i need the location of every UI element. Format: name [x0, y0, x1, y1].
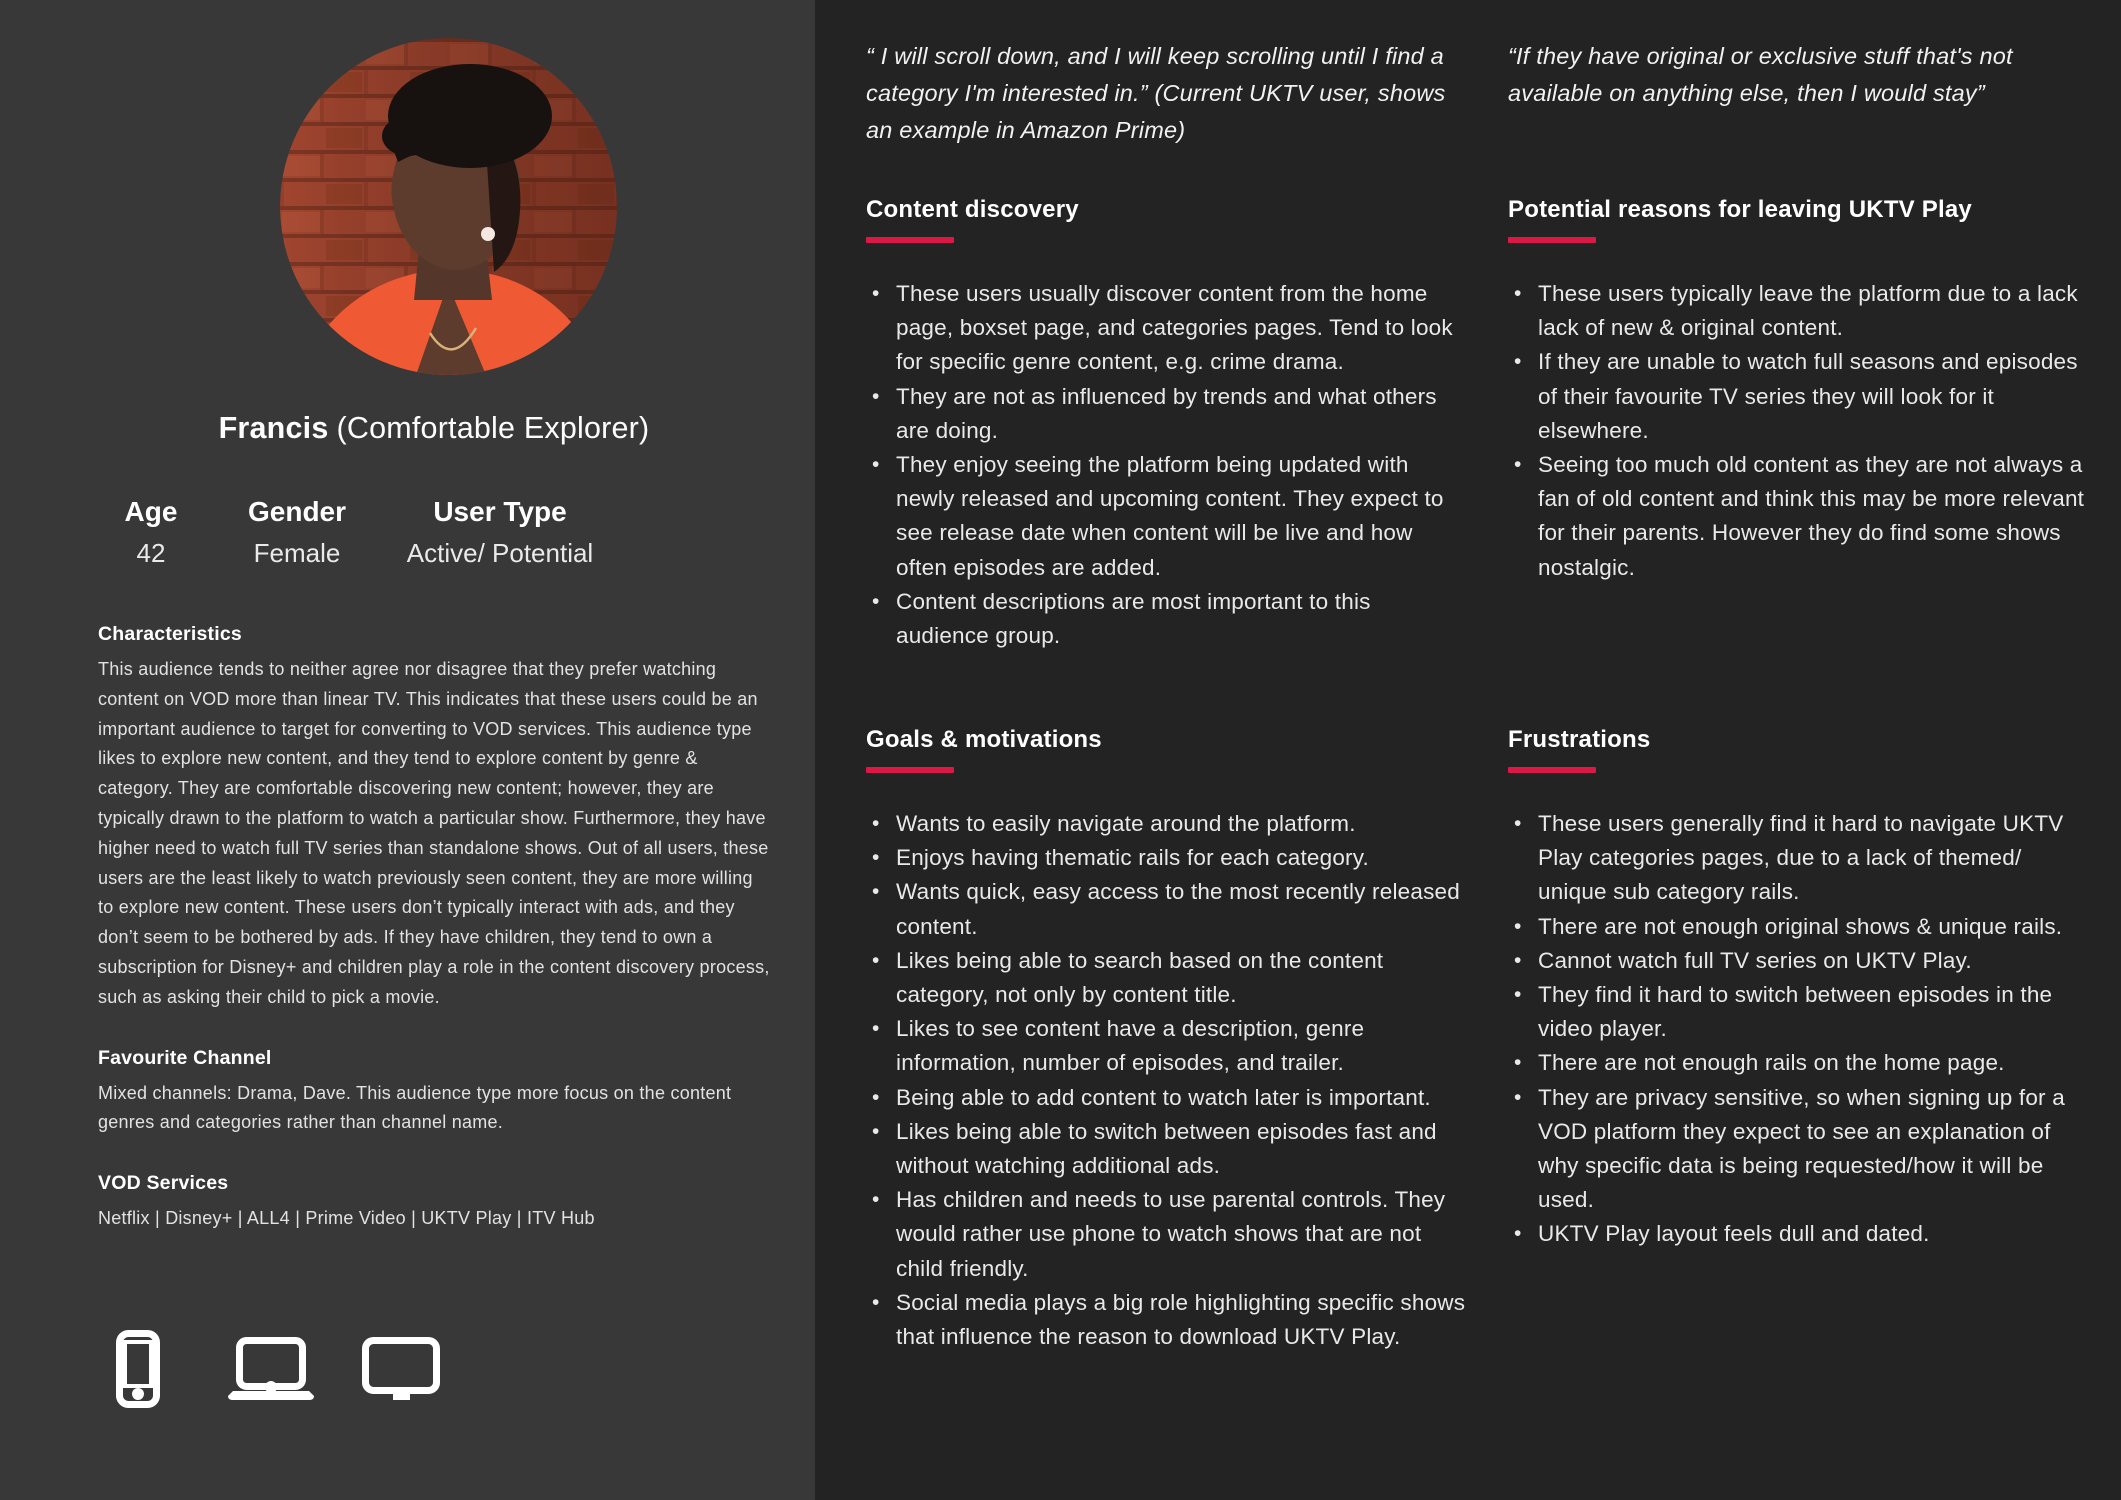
attribute-value: 42	[136, 538, 166, 568]
persona-role: (Comfortable Explorer)	[336, 411, 650, 445]
section-goals-motivations	[866, 726, 1466, 1354]
profile-section-body: Mixed channels: Drama, Dave. This audience type more focus on the content genres and categories rather than channel name.	[98, 1082, 732, 1133]
profile-section-heading: Favourite Channel	[98, 1046, 272, 1069]
persona-attributes	[98, 496, 770, 569]
bullet-item: • They are not as influenced by trends and what others are doing.	[896, 380, 1466, 448]
profile-section-heading: VOD Services	[98, 1172, 229, 1195]
profile-section-body: This audience tends to neither agree nor disagree that they prefer watching content on VOD more than linear TV. This indicates that these users could be an important audience to target for converting to VOD services. This audience type likes to explore new content, and they tend to explore content by genre & category. They are comfortable discovering new content; however, they are typically drawn to the platform to watch a particular show. Furthermore, they have higher need to watch full TV series than standalone shows. Out of all users, these users are the least likely to watch previously seen content, they are more willing to explore new content. These users don’t typically interact with ads, and they don’t seem to be bothered by ads. If they have children, they tend to own a subscription for Disney+ and children play a role in the content discovery process, such as asking their child to pick a movie.	[98, 659, 770, 1007]
bullet-item: • Likes being able to search based on the content category, not only by content title.	[896, 944, 1466, 1012]
bullet-item: • Social media plays a big role highlighting specific shows that influence the reason to download UKTV Play.	[896, 1286, 1466, 1354]
laptop-icon	[228, 1337, 314, 1401]
bullet-item: • Cannot watch full TV series on UKTV Play.	[1538, 944, 2088, 978]
attribute-value: Female	[253, 538, 341, 568]
section-underline	[866, 237, 954, 243]
attribute-label: User Type	[433, 496, 567, 527]
section-underline	[866, 767, 954, 773]
attribute	[222, 496, 372, 569]
profile-section	[98, 623, 770, 1013]
bullet-item: • Likes being able to switch between episodes fast and without watching additional ads.	[896, 1115, 1466, 1183]
bullet-list	[866, 277, 1466, 653]
profile-section-body: Netflix | Disney+ | ALL4 | Prime Video | UKTV Play | ITV Hub	[98, 1208, 595, 1229]
bullet-item: • These users generally find it hard to navigate UKTV Play categories pages, due to a lack of themed/ unique sub category rails.	[1538, 807, 2088, 910]
bullet-item: • Wants quick, easy access to the most recently released content.	[896, 875, 1466, 943]
bullet-item: • Content descriptions are most important to this audience group.	[896, 585, 1466, 653]
bullet-item: • Enjoys having thematic rails for each category.	[896, 841, 1466, 875]
attribute	[98, 496, 204, 569]
bullet-list	[1508, 807, 2088, 1252]
profile-section	[98, 1047, 770, 1139]
profile-panel	[0, 0, 815, 1500]
smartphone-icon	[116, 1330, 160, 1408]
bullet-item: • Being able to add content to watch later is important.	[896, 1081, 1466, 1115]
section-heading: Frustrations	[1508, 726, 1651, 753]
tv-icon	[362, 1337, 440, 1401]
profile-sections	[98, 623, 770, 1234]
bullet-item: • Wants to easily navigate around the platform.	[896, 807, 1466, 841]
persona-first-name: Francis	[218, 411, 329, 445]
attribute-value: Active/ Potential	[406, 538, 594, 568]
bullet-item: • There are not enough original shows & unique rails.	[1538, 910, 2088, 944]
device-icons	[116, 1330, 440, 1408]
user-quote: “ I will scroll down, and I will keep scrolling until I find a category I'm interested in.” (Current UKTV user, shows an example in Amazon Prime)	[866, 43, 1446, 143]
section-content-discovery	[866, 196, 1466, 653]
section-heading: Potential reasons for leaving UKTV Play	[1508, 196, 1972, 223]
profile-section	[98, 1172, 770, 1234]
persona-name	[98, 411, 770, 446]
bullet-item: • These users usually discover content from the home page, boxset page, and categories pages. Tend to look for specific genre content, e.g. crime drama.	[896, 277, 1466, 380]
bullet-item: • If they are unable to watch full seasons and episodes of their favourite TV series they will look for it elsewhere.	[1538, 345, 2088, 448]
bullet-item: • Seeing too much old content as they are not always a fan of old content and think this may be more relevant for their parents. However they do find some shows nostalgic.	[1538, 448, 2088, 585]
profile-photo	[280, 38, 617, 375]
section-reasons-for-leaving	[1508, 196, 2088, 585]
bullet-item: • Likes to see content have a description, genre information, number of episodes, and trailer.	[896, 1012, 1466, 1080]
user-quote: “If they have original or exclusive stuff that's not available on anything else, then I would stay”	[1508, 43, 2013, 106]
bullet-item: • They are privacy sensitive, so when signing up for a VOD platform they expect to see an explanation of why specific data is being requested/how it will be used.	[1538, 1081, 2088, 1218]
bullet-list	[1508, 277, 2088, 585]
bullet-item: • Has children and needs to use parental controls. They would rather use phone to watch shows that are not child friendly.	[896, 1183, 1466, 1286]
bullet-item: • These users typically leave the platform due to a lack lack of new & original content.	[1538, 277, 2088, 345]
portrait-illustration	[280, 38, 617, 375]
bullet-item: • UKTV Play layout feels dull and dated.	[1538, 1217, 2088, 1251]
profile-section-heading: Characteristics	[98, 623, 242, 645]
section-heading: Goals & motivations	[866, 726, 1102, 753]
bullet-item: • They find it hard to switch between episodes in the video player.	[1538, 978, 2088, 1046]
bullet-list	[866, 807, 1466, 1354]
section-underline	[1508, 237, 1596, 243]
attribute-label: Gender	[247, 496, 347, 527]
bullet-item: • There are not enough rails on the home page.	[1538, 1046, 2088, 1080]
section-frustrations	[1508, 726, 2088, 1252]
attribute	[390, 496, 610, 569]
bullet-item: • They enjoy seeing the platform being updated with newly released and upcoming content. They expect to see release date when content will be live and how often episodes are added.	[896, 448, 1466, 585]
attribute-label: Age	[124, 496, 178, 527]
section-heading: Content discovery	[866, 196, 1079, 223]
section-underline	[1508, 767, 1596, 773]
